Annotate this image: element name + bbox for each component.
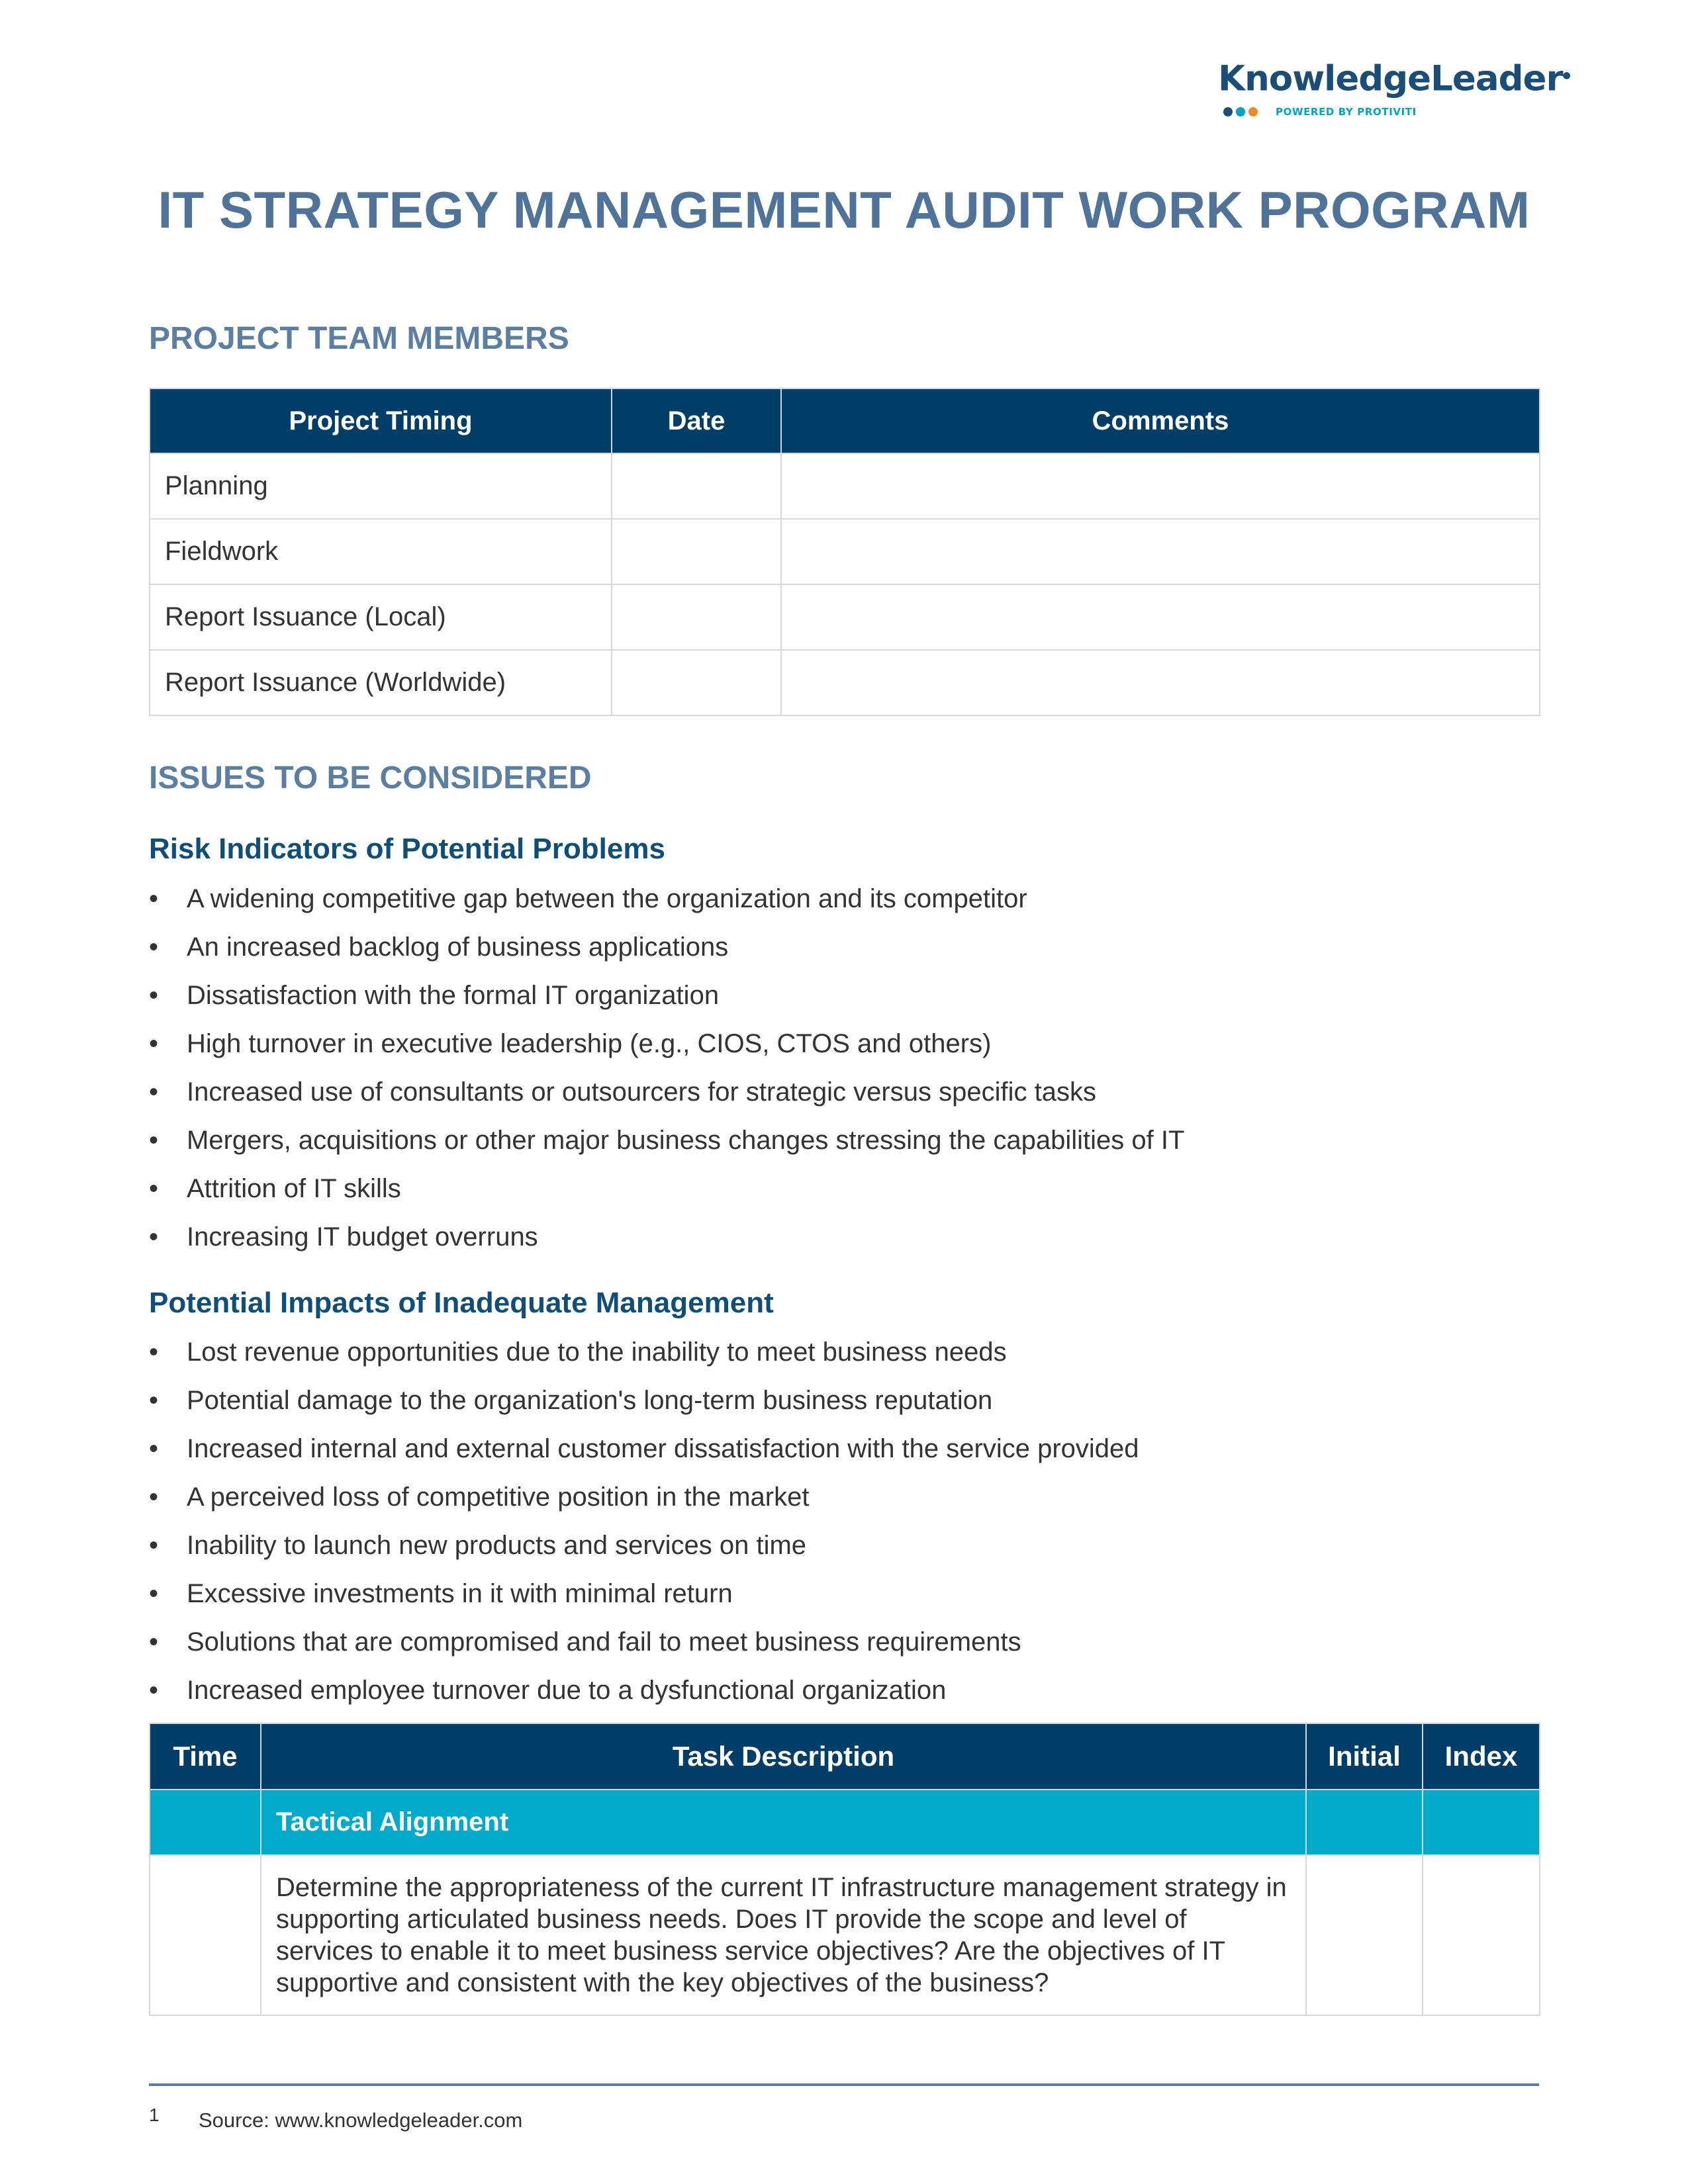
date-cell[interactable] [612,650,781,715]
column-header: Comments [781,388,1540,453]
section-label: Tactical Alignment [261,1790,1306,1855]
section-initial-cell [1306,1790,1423,1855]
task-description-cell: Determine the appropriateness of the current IT infrastructure management strategy in supporting articulated business needs. Does IT provide the scope and level of services to enable it to meet business service objectives? Are the objectives of IT supportive and consistent with the key objectives of the business? [261,1855,1306,2015]
table-row [150,1855,1540,2015]
column-header: Task Description [261,1723,1306,1790]
timing-cell: Planning [150,453,612,519]
table-row [150,584,1540,650]
team-section-heading: PROJECT TEAM MEMBERS [149,321,569,356]
source-footnote: Source: www.knowledgeleader.com [199,2109,523,2132]
column-header: Date [612,388,781,453]
index-cell[interactable] [1423,1855,1540,2015]
section-time-cell [150,1790,261,1855]
comments-cell[interactable] [781,519,1540,584]
list-item: • Lost revenue opportunities due to the inability to meet business needs [149,1336,1539,1385]
date-cell[interactable] [612,519,781,584]
list-item: • An increased backlog of business applications [149,931,1539,979]
table-header-row [150,388,1540,453]
comments-cell[interactable] [781,453,1540,519]
logo-dot-icon [1248,107,1258,116]
audit-task-table [149,1723,1540,2016]
column-header: Initial [1306,1723,1423,1790]
table-section-row [150,1790,1540,1855]
logo-dot-icon [1223,107,1233,116]
list-item: • High turnover in executive leadership (e.g., CIOS, CTOS and others) [149,1028,1539,1076]
list-item: • Increasing IT budget overruns [149,1221,1539,1269]
list-item: • Solutions that are compromised and fail to meet business requirements [149,1626,1539,1674]
section-index-cell [1423,1790,1540,1855]
knowledgeleader-logo [1218,56,1570,118]
list-item: • Inability to launch new products and services on time [149,1529,1539,1578]
column-header: Time [150,1723,261,1790]
table-row [150,519,1540,584]
timing-cell: Fieldwork [150,519,612,584]
page-title: IT STRATEGY MANAGEMENT AUDIT WORK PROGRAM [158,181,1530,239]
page-number: 1 [149,2105,160,2125]
column-header: Project Timing [150,388,612,453]
list-item: • Increased employee turnover due to a dysfunctional organization [149,1674,1539,1723]
table-header-row [150,1723,1540,1790]
table-row [150,650,1540,715]
date-cell[interactable] [612,453,781,519]
timing-cell: Report Issuance (Local) [150,584,612,650]
timing-cell: Report Issuance (Worldwide) [150,650,612,715]
potential-impacts-list [149,1336,1539,1723]
logo-dot-icon [1236,107,1245,116]
issues-section-heading: ISSUES TO BE CONSIDERED [149,760,592,796]
list-item: • Excessive investments in it with minimal return [149,1578,1539,1626]
logo-tagline: POWERED BY PROTIVITI [1276,105,1417,118]
list-item: • Increased use of consultants or outsourcers for strategic versus specific tasks [149,1076,1539,1124]
list-item: • Mergers, acquisitions or other major business changes stressing the capabilities of IT [149,1124,1539,1173]
list-item: • Increased internal and external customer dissatisfaction with the service provided [149,1433,1539,1481]
risk-indicators-heading: Risk Indicators of Potential Problems [149,833,665,865]
footer-divider [149,2083,1539,2086]
list-item: • A widening competitive gap between the organization and its competitor [149,883,1539,931]
project-timing-table [149,388,1540,716]
comments-cell[interactable] [781,584,1540,650]
comments-cell[interactable] [781,650,1540,715]
list-item: • Potential damage to the organization's long-term business reputation [149,1385,1539,1433]
list-item: • Attrition of IT skills [149,1173,1539,1221]
potential-impacts-heading: Potential Impacts of Inadequate Management [149,1287,774,1319]
table-row [150,453,1540,519]
list-item: • Dissatisfaction with the formal IT organization [149,979,1539,1028]
list-item: • A perceived loss of competitive position in the market [149,1481,1539,1529]
initial-cell[interactable] [1306,1855,1423,2015]
registered-mark-icon: ● [1562,70,1570,81]
column-header: Index [1423,1723,1540,1790]
time-cell[interactable] [150,1855,261,2015]
date-cell[interactable] [612,584,781,650]
risk-indicators-list [149,883,1539,1269]
logo-wordmark: KnowledgeLeader [1218,58,1563,99]
